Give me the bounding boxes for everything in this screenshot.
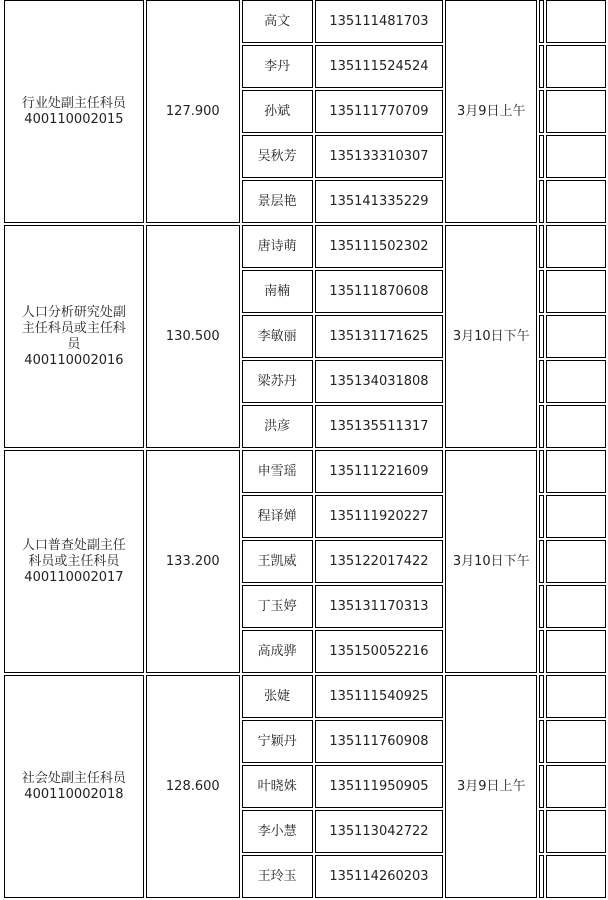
candidate-name: 南楠 (242, 270, 313, 313)
candidate-name: 丁玉婷 (242, 585, 313, 628)
empty-cell (539, 180, 544, 223)
empty-cell (539, 45, 544, 88)
position-text: 400110002016 (24, 352, 124, 368)
empty-cell (539, 720, 544, 763)
table-row (4, 675, 606, 718)
empty-cell (539, 450, 544, 493)
empty-cell (539, 495, 544, 538)
empty-cell (546, 0, 606, 43)
candidate-id: 135111950905 (315, 765, 444, 808)
position-cell (4, 225, 144, 448)
candidate-id: 135135511317 (315, 405, 444, 448)
candidate-name: 孙斌 (242, 90, 313, 133)
candidate-id: 135111760908 (315, 720, 444, 763)
score-cell: 133.200 (146, 450, 240, 673)
candidate-id: 135113042722 (315, 810, 444, 853)
empty-cell (539, 135, 544, 178)
candidate-id: 135111524524 (315, 45, 444, 88)
interview-time-cell: 3月9日上午 (445, 675, 537, 898)
interview-time-cell: 3月10日下午 (445, 450, 537, 673)
candidate-name: 王凯威 (242, 540, 313, 583)
empty-cell (539, 810, 544, 853)
empty-cell (539, 90, 544, 133)
candidate-id: 135111502302 (315, 225, 444, 268)
empty-cell (546, 675, 606, 718)
candidate-name: 高文 (242, 0, 313, 43)
position-text: 400110002015 (24, 111, 124, 127)
table-body (4, 0, 606, 898)
candidate-id: 135133310307 (315, 135, 444, 178)
score-cell: 127.900 (146, 0, 240, 223)
empty-cell (546, 765, 606, 808)
candidate-id: 135111221609 (315, 450, 444, 493)
position-text: 员 (67, 336, 81, 352)
candidate-id: 135141335229 (315, 180, 444, 223)
table-row (4, 450, 606, 493)
candidate-id: 135111540925 (315, 675, 444, 718)
candidate-name: 景层艳 (242, 180, 313, 223)
candidate-name: 高成骅 (242, 630, 313, 673)
empty-cell (539, 540, 544, 583)
position-cell (4, 0, 144, 223)
candidate-id: 135111870608 (315, 270, 444, 313)
candidate-id: 135111920227 (315, 495, 444, 538)
empty-cell (539, 585, 544, 628)
position-text: 行业处副主任科员 (21, 95, 126, 111)
candidate-name: 程译婵 (242, 495, 313, 538)
candidate-id: 135122017422 (315, 540, 444, 583)
position-text: 科员或主任科员 (28, 553, 120, 569)
position-cell (4, 675, 144, 898)
empty-cell (546, 495, 606, 538)
empty-cell (546, 135, 606, 178)
candidate-id: 135111770709 (315, 90, 444, 133)
score-cell: 128.600 (146, 675, 240, 898)
interview-time-cell: 3月9日上午 (445, 0, 537, 223)
candidate-id: 135134031808 (315, 360, 444, 403)
position-text: 400110002017 (24, 569, 124, 585)
empty-cell (546, 315, 606, 358)
empty-cell (546, 585, 606, 628)
candidate-name: 洪彦 (242, 405, 313, 448)
candidate-name: 唐诗萌 (242, 225, 313, 268)
empty-cell (546, 630, 606, 673)
empty-cell (546, 180, 606, 223)
candidate-name: 吴秋芳 (242, 135, 313, 178)
empty-cell (546, 810, 606, 853)
candidate-name: 叶晓姝 (242, 765, 313, 808)
candidate-name: 张婕 (242, 675, 313, 718)
empty-cell (546, 450, 606, 493)
empty-cell (539, 270, 544, 313)
empty-cell (539, 630, 544, 673)
candidate-name: 李小慧 (242, 810, 313, 853)
position-text: 社会处副主任科员 (21, 770, 126, 786)
candidate-id: 135114260203 (315, 855, 444, 898)
empty-cell (539, 225, 544, 268)
candidate-name: 宁颖丹 (242, 720, 313, 763)
empty-cell (546, 405, 606, 448)
candidate-name: 梁苏丹 (242, 360, 313, 403)
candidate-id: 135131170313 (315, 585, 444, 628)
position-cell (4, 450, 144, 673)
empty-cell (546, 45, 606, 88)
table-row (4, 0, 606, 43)
empty-cell (546, 855, 606, 898)
table-row (4, 225, 606, 268)
candidate-name: 申雪瑶 (242, 450, 313, 493)
position-text: 400110002018 (24, 786, 124, 802)
candidate-name: 王玲玉 (242, 855, 313, 898)
empty-cell (546, 225, 606, 268)
empty-cell (539, 765, 544, 808)
empty-cell (546, 360, 606, 403)
empty-cell (546, 720, 606, 763)
empty-cell (539, 360, 544, 403)
interview-time-cell: 3月10日下午 (445, 225, 537, 448)
empty-cell (539, 0, 544, 43)
candidate-name: 李敏丽 (242, 315, 313, 358)
position-text: 人口普查处副主任 (21, 537, 126, 553)
empty-cell (546, 90, 606, 133)
empty-cell (539, 675, 544, 718)
candidate-id: 135150052216 (315, 630, 444, 673)
candidate-name: 李丹 (242, 45, 313, 88)
empty-cell (539, 855, 544, 898)
position-text: 人口分析研究处副 (21, 304, 126, 320)
empty-cell (539, 405, 544, 448)
candidate-id: 135111481703 (315, 0, 444, 43)
interview-list-table (2, 0, 608, 900)
empty-cell (539, 315, 544, 358)
candidate-id: 135131171625 (315, 315, 444, 358)
position-text: 主任科员或主任科 (21, 320, 126, 336)
empty-cell (546, 540, 606, 583)
empty-cell (546, 270, 606, 313)
score-cell: 130.500 (146, 225, 240, 448)
